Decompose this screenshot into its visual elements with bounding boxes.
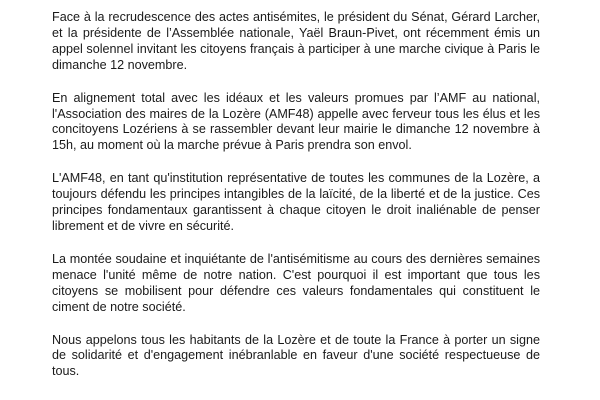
document-body: [52, 10, 540, 380]
paragraph-solidarite: Nous appelons tous les habitants de la Lozère et de toute la France à porter un signe de solidarité et d'engagement inébranlable en faveur d'une société respectueuse de tous.: [52, 332, 540, 379]
paragraph-marche-civique: Face à la recrudescence des actes antisémites, le président du Sénat, Gérard Larcher, et la présidente de l’Assemblée nationale, Yaël Braun-Pivet, ont récemment émis un appel solennel invitant les citoyens français à participer à une marche civique à Paris le dimanche 12 novembre.: [52, 10, 540, 72]
paragraph-appel-amf48: En alignement total avec les idéaux et les valeurs promues par l’AMF au national, l'Association des maires de la Lozère (AMF48) appelle avec ferveur tous les élus et les concitoyens Lozériens à se rassembler devant leur mairie le dimanche 12 novembre à 15h, au moment où la marche prévue à Paris prendra son envol.: [52, 90, 540, 153]
paragraph-antisemitisme: La montée soudaine et inquiétante de l'antisémitisme au cours des dernières semaines menace l'unité même de notre nation. C'est pourquoi il est important que tous les citoyens se mobilisent pour défendre ces valeurs fondamentales qui constituent le ciment de notre société.: [52, 251, 540, 314]
paragraph-principes: L'AMF48, en tant qu'institution représentative de toutes les communes de la Lozère, a toujours défendu les principes intangibles de la laïcité, de la liberté et de la justice. Ces principes fondamentaux garantissent à chaque citoyen le droit inaliénable de penser librement et de vivre en sécurité.: [52, 171, 540, 233]
